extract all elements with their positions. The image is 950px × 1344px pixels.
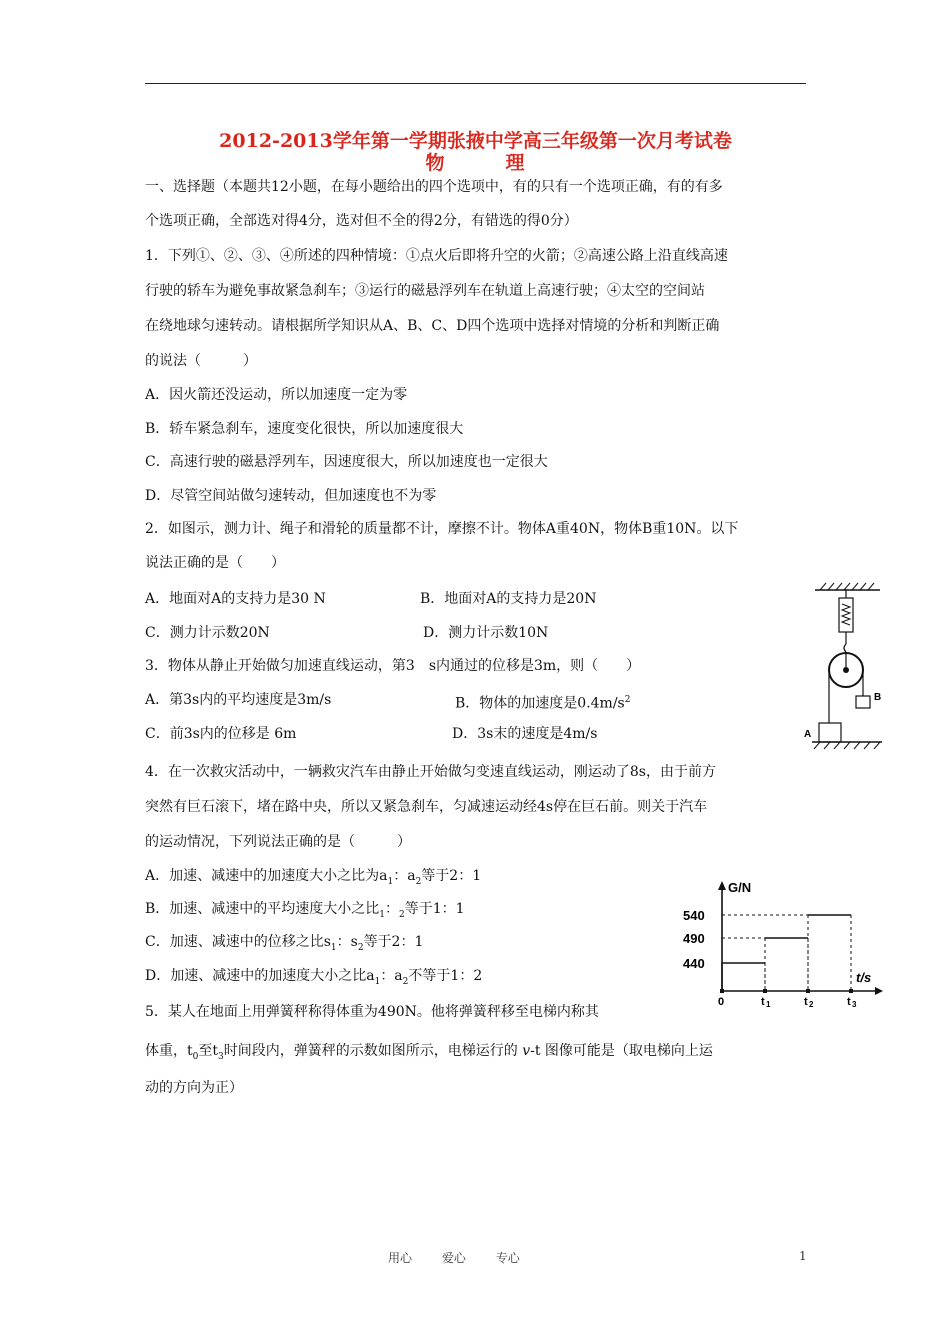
question-1-line2: 行驶的轿车为避免事故紧急刹车；③运行的磁悬浮列车在轨道上高速行驶；④太空的空间站 <box>145 283 705 299</box>
subject-title: 物 理 <box>425 152 526 174</box>
x-tick-mark <box>720 989 724 993</box>
question-1-line3: 在绕地球匀速转动。请根据所学知识从A、B、C、D四个选项中选择对情境的分析和判断正确 <box>145 318 720 334</box>
q3-option-a: A．第3s内的平均速度是3m/s <box>145 692 332 708</box>
q2-option-d: D．测力计示数10N <box>423 625 549 641</box>
label-a: A <box>804 729 812 740</box>
x-tick-label: t <box>847 996 851 1008</box>
q4-option-c: C．加速、减速中的位移之比$s_1$：$s_2$等于2：1 <box>145 934 424 953</box>
section-instructions: 一、选择题（本题共12小题，在每小题给出的四个选项中，有的只有一个选项正确，有的有多 <box>145 179 723 195</box>
question-1-line4: 的说法（ ） <box>145 353 257 369</box>
question-3: 3．物体从静止开始做匀加速直线运动，第3 s内通过的位移是3m，则（ ） <box>145 658 641 674</box>
footer-text-1: 用心 <box>388 1251 413 1265</box>
q1-option-c: C．高速行驶的磁悬浮列车，因速度很大，所以加速度也一定很大 <box>145 454 548 470</box>
weight-time-chart <box>680 878 885 1008</box>
question-5-line2: 体重，$t_0$至$t_3$时间段内，弹簧秤的示数如图所示，电梯运行的 v-t 图像可能是（取电梯向上运 <box>145 1043 713 1062</box>
question-4-line2: 突然有巨石滚下，堵在路中央，所以又紧急刹车，匀减速运动经4s停在巨石前。则关于汽车 <box>145 799 708 815</box>
section-instructions-cont: 个选项正确，全部选对得4分，选对但不全的得2分，有错选的得0分） <box>145 213 578 229</box>
q4-option-b: B．加速、减速中的平均速度大小之比$_1$：$_2$等于1：1 <box>145 901 465 920</box>
q1-option-a: A．因火箭还没运动，所以加速度一定为零 <box>145 387 408 403</box>
pulley-figure <box>800 580 890 750</box>
question-2-line2: 说法正确的是（ ） <box>145 555 285 571</box>
y-axis-label: G/N <box>728 880 752 895</box>
x-tick-label: t <box>761 996 765 1008</box>
x-tick-mark <box>849 989 853 993</box>
y-tick-label: 540 <box>683 908 705 923</box>
label-b: B <box>874 692 882 703</box>
q1-option-b: B．轿车紧急刹车，速度变化很快，所以加速度很大 <box>145 421 464 437</box>
x-tick-mark <box>806 989 810 993</box>
footer-text-2: 爱心 <box>441 1251 466 1265</box>
q4-option-d: D．加速、减速中的加速度大小之比$a_1$：$a_2$不等于1：2 <box>145 968 483 987</box>
exam-title: 2012-2013学年第一学期张掖中学高三年级第一次月考试卷 <box>219 130 732 152</box>
y-tick-label: 440 <box>683 956 705 971</box>
q2-option-b: B．地面对A的支持力是20N <box>420 591 597 607</box>
x-tick-subscript: 2 <box>809 1000 814 1008</box>
x-tick-mark <box>763 989 767 993</box>
x-axis-label: t/s <box>856 970 872 985</box>
q4-option-a: A．加速、减速中的加速度大小之比为$a_1$：$a_2$等于2：1 <box>145 868 482 887</box>
q3-option-c: C．前3s内的位移是 6m <box>145 726 297 742</box>
y-axis-arrow <box>718 881 726 890</box>
x-axis-arrow <box>875 987 883 995</box>
footer-text-3: 专心 <box>495 1251 520 1265</box>
question-5-line3: 动的方向为正） <box>145 1080 243 1096</box>
q1-option-d: D．尽管空间站做匀速转动，但加速度也不为零 <box>145 488 437 504</box>
header-rule <box>145 83 806 84</box>
q2-option-a: A．地面对A的支持力是30 N <box>145 591 326 607</box>
question-5: 5．某人在地面上用弹簧秤称得体重为490N。他将弹簧秤移至电梯内称其 <box>145 1004 599 1020</box>
x-tick-subscript: 1 <box>766 1000 771 1008</box>
x-tick-subscript: 3 <box>852 1000 857 1008</box>
q3-option-d: D．3s末的速度是4m/s <box>452 726 598 742</box>
q2-option-c: C．测力计示数20N <box>145 625 270 641</box>
page-number: 1 <box>799 1249 807 1263</box>
x-tick-label: 0 <box>718 996 725 1008</box>
x-tick-label: t <box>804 996 808 1008</box>
question-2: 2．如图示，测力计、绳子和滑轮的质量都不计，摩擦不计。物体A重40N，物体B重10N。以下 <box>145 521 739 537</box>
y-tick-label: 490 <box>683 931 705 946</box>
question-1: 1．下列①、②、③、④所述的四种情境：①点火后即将升空的火箭；②高速公路上沿直线高速 <box>145 248 728 264</box>
question-4-line3: 的运动情况，下列说法正确的是（ ） <box>145 834 411 850</box>
q3-option-b: B．物体的加速度是$0.4m/s^2$ <box>455 695 631 712</box>
question-4: 4．在一次救灾活动中，一辆救灾汽车由静止开始做匀变速直线运动，刚运动了8s，由于前方 <box>145 764 716 780</box>
